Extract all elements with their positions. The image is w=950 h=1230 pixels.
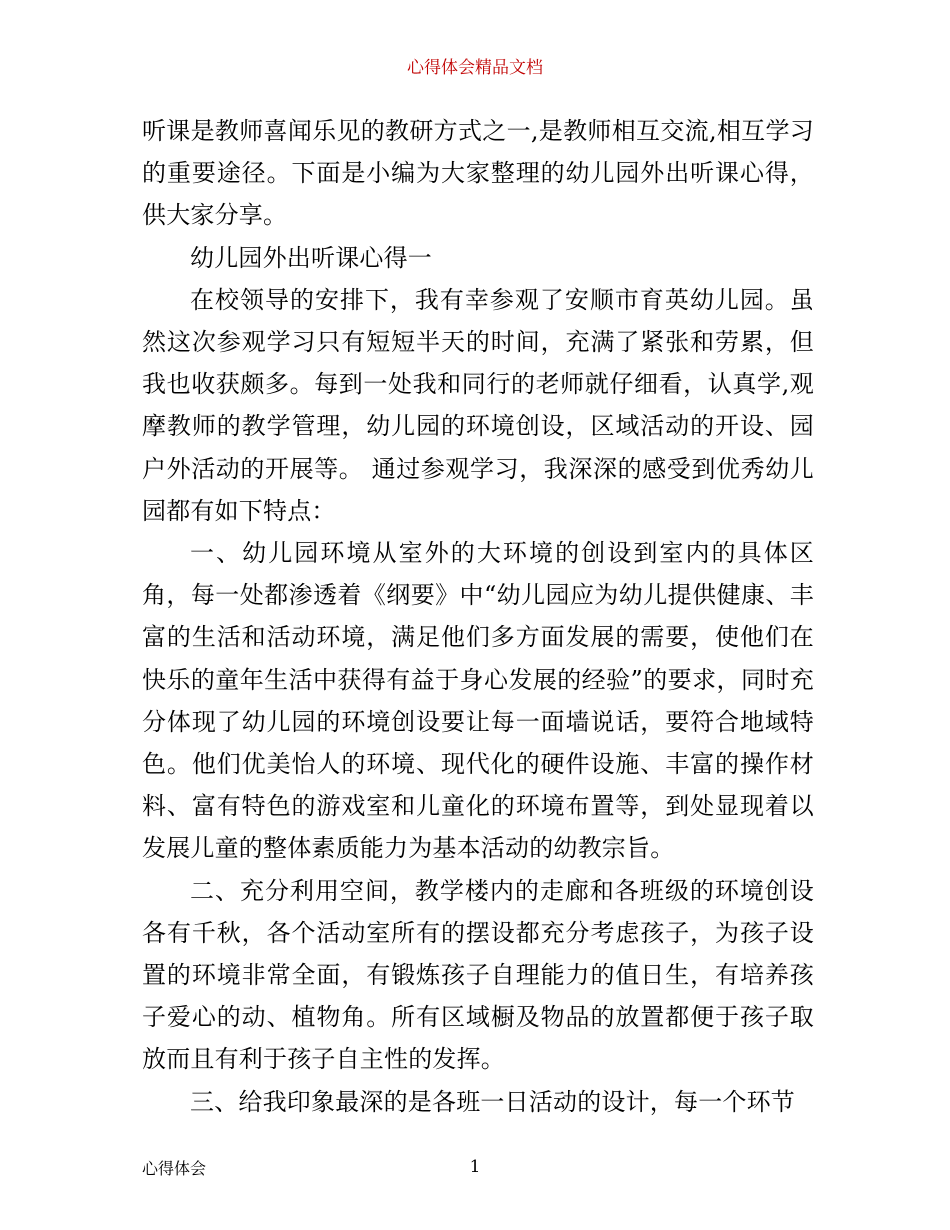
intro-paragraph: 听课是教师喜闻乐见的教研方式之一,是教师相互交流,相互学习的重要途径。下面是小编为大家整理的幼儿园外出听课心得，供大家分享。 (142, 117, 814, 230)
page-number: 1 (469, 1157, 481, 1177)
footer-label: 心得体会 (142, 1159, 207, 1178)
document-body (142, 110, 814, 1123)
section-heading: 幼儿园外出听课心得一 (190, 243, 432, 272)
body-paragraph: 在校领导的安排下，我有幸参观了安顺市育英幼儿园。虽然这次参观学习只有短短半天的时间，充满了紧张和劳累，但我也收获颇多。每到一处我和同行的老师就仔细看，认真学,观摩教师的教学管理，幼儿园的环境创设，区域活动的开设、园户外活动的开展等。 通过参观学习，我深深的感受到优秀幼儿园都有如下特点： (142, 285, 814, 525)
body-paragraph: 二、充分利用空间，教学楼内的走廊和各班级的环境创设各有千秋，各个活动室所有的摆设都充分考虑孩子，为孩子设置的环境非常全面，有锻炼孩子自理能力的值日生，有培养孩子爱心的动、植物角。所有区域橱及物品的放置都便于孩子取放而且有利于孩子自主性的发挥。 (142, 876, 814, 1074)
body-paragraph: 三、给我印象最深的是各班一日活动的设计，每一个环节 (190, 1087, 795, 1116)
body-paragraph: 一、幼儿园环境从室外的大环境的创设到室内的具体区角，每一处都渗透着《纲要》中“幼儿园应为幼儿提供健康、丰富的生活和活动环境，满足他们多方面发展的需要，使他们在快乐的童年生活中获得有益于身心发展的经验”的要求，同时充分体现了幼儿园的环境创设要让每一面墙说话，要符合地域特色。他们优美怡人的环境、现代化的硬件设施、丰富的操作材料、富有特色的游戏室和儿童化的环境布置等，到处显现着以发展儿童的整体素质能力为基本活动的幼教宗旨。 (142, 539, 814, 863)
page-header-title: 心得体会精品文档 (407, 58, 543, 78)
